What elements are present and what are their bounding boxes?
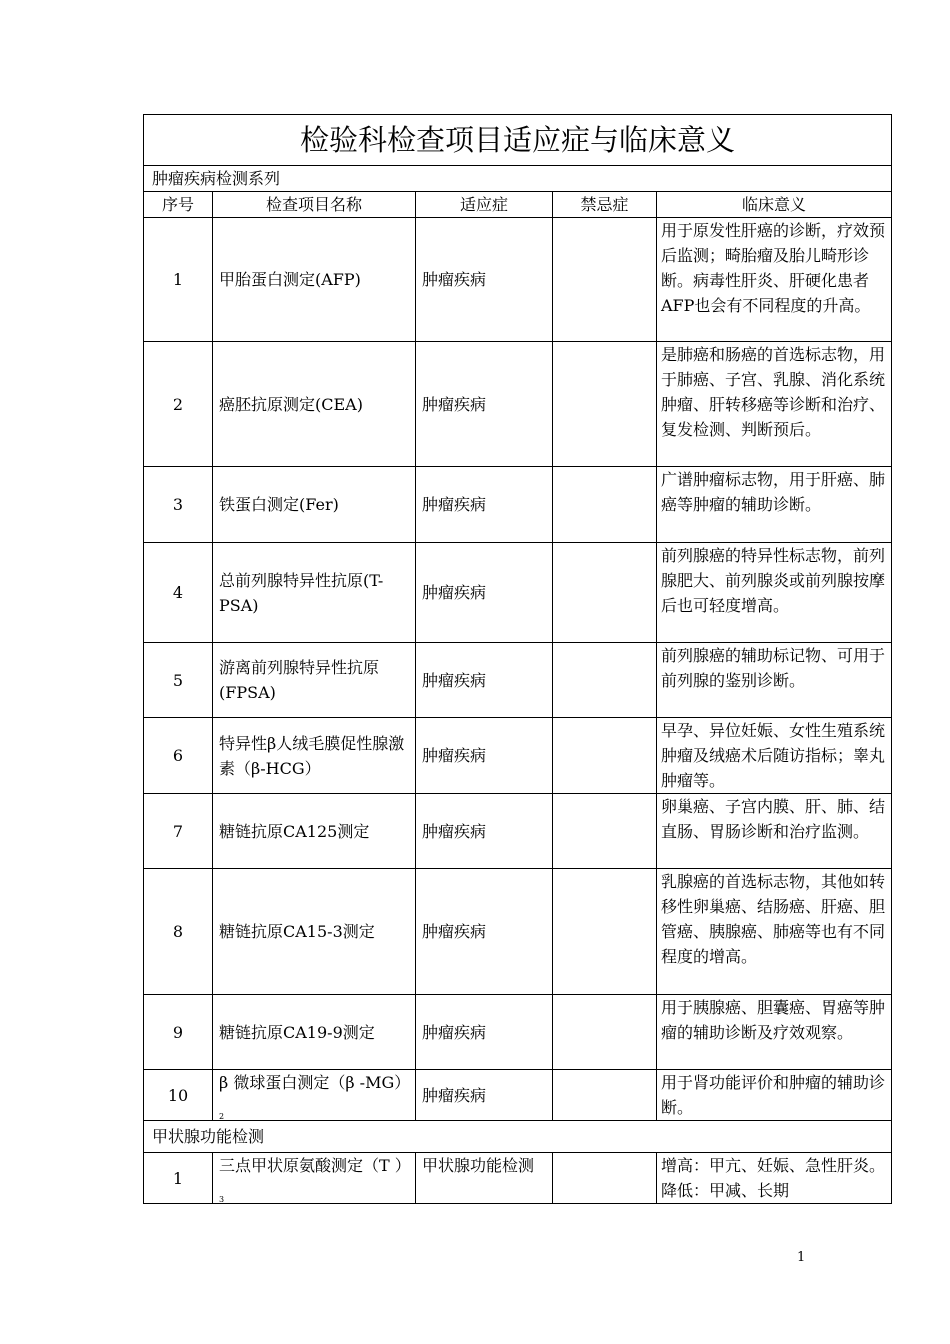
header-significance: 临床意义 [657,192,892,218]
indication: 肿瘤疾病 [416,718,553,794]
subscript: 3 [219,1195,225,1204]
table-row [144,467,892,543]
row-index: 7 [144,794,213,869]
section-title: 肿瘤疾病检测系列 [144,166,892,192]
row-index: 1 [144,1153,213,1204]
page-title: 检验科检查项目适应症与临床意义 [144,115,892,166]
contraindication [553,467,657,543]
item-name [213,1070,416,1121]
item-name: 糖链抗原CA125测定 [213,794,416,869]
table-row [144,643,892,718]
row-index: 9 [144,995,213,1070]
indication: 肿瘤疾病 [416,342,553,467]
item-name: 癌胚抗原测定(CEA) [213,342,416,467]
indication: 肿瘤疾病 [416,995,553,1070]
section-title: 甲状腺功能检测 [144,1121,892,1153]
indication: 肿瘤疾病 [416,1070,553,1121]
table-row [144,218,892,342]
row-index: 10 [144,1070,213,1121]
item-name: 甲胎蛋白测定(AFP) [213,218,416,342]
indication: 肿瘤疾病 [416,869,553,995]
item-name [213,1153,416,1204]
page-number: 1 [797,1250,806,1265]
table-row [144,718,892,794]
row-index: 8 [144,869,213,995]
header-row [144,192,892,218]
clinical-significance: 乳腺癌的首选标志物，其他如转移性卵巢癌、结肠癌、肝癌、胆管癌、胰腺癌、肺癌等也有不同程度的增高。 [657,869,892,995]
indication: 肿瘤疾病 [416,467,553,543]
item-name: 游离前列腺特异性抗原(FPSA) [213,643,416,718]
indication: 肿瘤疾病 [416,218,553,342]
clinical-significance: 广谱肿瘤标志物，用于肝癌、肺癌等肿瘤的辅助诊断。 [657,467,892,543]
item-name: 铁蛋白测定(Fer) [213,467,416,543]
contraindication [553,543,657,643]
contraindication [553,643,657,718]
table-row [144,995,892,1070]
contraindication [553,1070,657,1121]
item-name: 特异性β人绒毛膜促性腺激素（β-HCG） [213,718,416,794]
row-index: 4 [144,543,213,643]
item-name-text: β 微球蛋白测定（β -MG） [219,1073,411,1092]
clinical-significance: 前列腺癌的辅助标记物、可用于前列腺的鉴别诊断。 [657,643,892,718]
contraindication [553,794,657,869]
header-item-name: 检查项目名称 [213,192,416,218]
row-index: 3 [144,467,213,543]
contraindication [553,342,657,467]
table-row [144,1070,892,1121]
clinical-significance: 用于肾功能评价和肿瘤的辅助诊断。 [657,1070,892,1121]
table-row [144,869,892,995]
clinical-significance: 用于胰腺癌、胆囊癌、胃癌等肿瘤的辅助诊断及疗效观察。 [657,995,892,1070]
indication: 甲状腺功能检测 [416,1153,553,1204]
section-row [144,1121,892,1153]
indication: 肿瘤疾病 [416,543,553,643]
row-index: 6 [144,718,213,794]
table-row [144,543,892,643]
subscript: 2 [219,1112,225,1121]
clinical-significance: 前列腺癌的特异性标志物，前列腺肥大、前列腺炎或前列腺按摩后也可轻度增高。 [657,543,892,643]
clinical-significance: 增高：甲亢、妊娠、急性肝炎。降低：甲减、长期 [657,1153,892,1204]
header-indication: 适应症 [416,192,553,218]
section-row [144,166,892,192]
item-name: 糖链抗原CA15-3测定 [213,869,416,995]
indication: 肿瘤疾病 [416,794,553,869]
table-row [144,342,892,467]
row-index: 5 [144,643,213,718]
clinical-significance: 卵巢癌、子宫内膜、肝、肺、结直肠、胃肠诊断和治疗监测。 [657,794,892,869]
item-name: 总前列腺特异性抗原(T-PSA) [213,543,416,643]
contraindication [553,718,657,794]
clinical-significance: 是肺癌和肠癌的首选标志物，用于肺癌、子宫、乳腺、消化系统肿瘤、肝转移癌等诊断和治疗、复发检测、判断预后。 [657,342,892,467]
row-index: 2 [144,342,213,467]
contraindication [553,869,657,995]
clinical-significance: 用于原发性肝癌的诊断，疗效预后监测；畸胎瘤及胎儿畸形诊断。病毒性肝炎、肝硬化患者AFP也会有不同程度的升高。 [657,218,892,342]
exam-items-table [143,114,892,1204]
table-row [144,794,892,869]
contraindication [553,995,657,1070]
header-contraindication: 禁忌症 [553,192,657,218]
item-name: 糖链抗原CA19-9测定 [213,995,416,1070]
item-name-text: 三点甲状原氨酸测定（T ） [219,1156,411,1175]
row-index: 1 [144,218,213,342]
contraindication [553,218,657,342]
clinical-significance: 早孕、异位妊娠、女性生殖系统肿瘤及绒癌术后随访指标；睾丸肿瘤等。 [657,718,892,794]
contraindication [553,1153,657,1204]
title-row [144,115,892,166]
header-index: 序号 [144,192,213,218]
table-row [144,1153,892,1204]
indication: 肿瘤疾病 [416,643,553,718]
